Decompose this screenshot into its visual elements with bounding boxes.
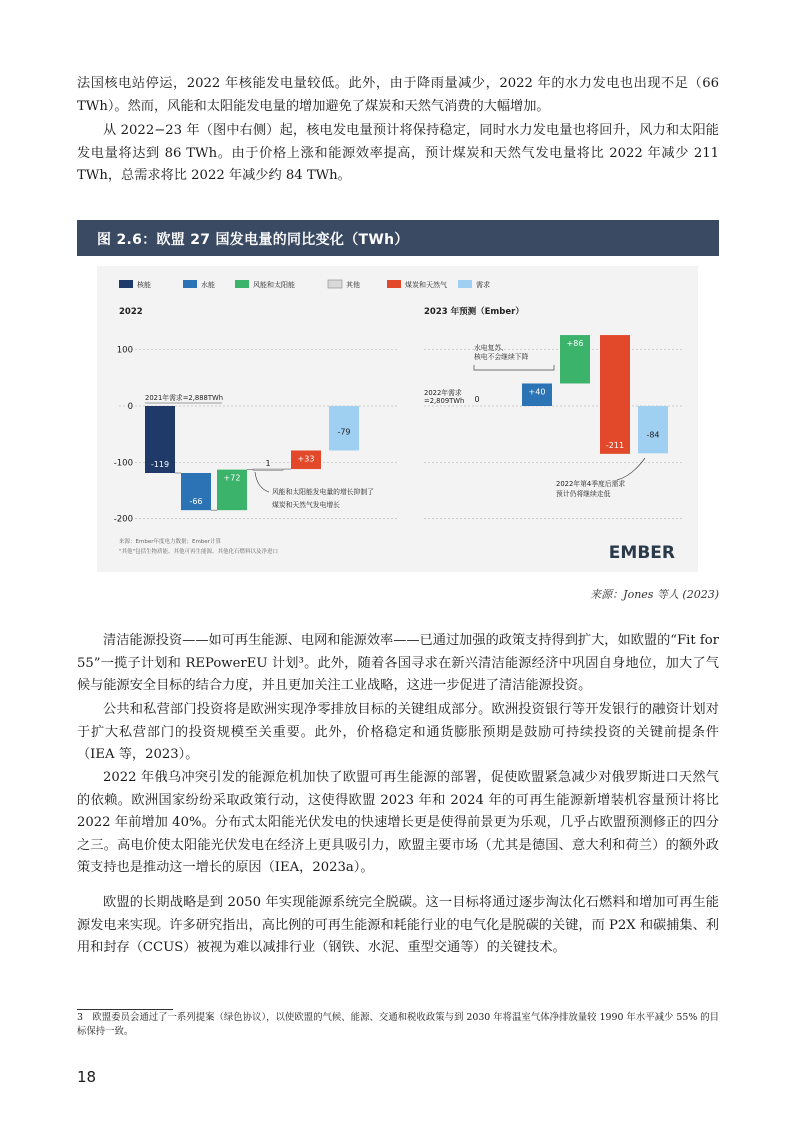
paragraph-1: 法国核电站停运，2022 年核能发电量较低。此外，由于降雨量减少，2022 年的水力发电也出现不足（66 TWh）。然而，风能和太阳能发电量的增加避免了煤炭和天然气消费的大幅增加。	[77, 76, 719, 114]
figure-title: 图 2.6：欧盟 27 国发电量的同比变化（TWh）	[97, 232, 409, 248]
chart-footer-source: 来源：Ember年度电力数据；Ember计算	[119, 539, 221, 545]
waterfall-chart	[97, 266, 698, 572]
legend-swatch	[458, 280, 472, 288]
footnote: 3 欧盟委员会通过了一系列提案（绿色协议），以使欧盟的气候、能源、交通和税收政策与到 2030 年将温室气体净排放量较 1990 年水平减少 55% 的目标保持一致。	[77, 1012, 719, 1037]
paragraph-6: 欧盟的长期战略是到 2050 年实现能源系统完全脱碳。这一目标将通过逐步淘汰化石燃料和增加可再生能源发电来实现。许多研究指出，高比例的可再生能源和耗能行业的电气化是脱碳的关键，而 P2X 和碳捕集、利用和封存（CCUS）被视为难以减排行业（钢铁、水泥、重型交通等）的关键技术。	[77, 895, 719, 956]
figure-source: 来源：Jones 等人 (2023)	[590, 588, 719, 601]
legend-swatch	[235, 280, 249, 288]
bar-data-label: -119	[150, 459, 170, 469]
y-tick-label: 100	[116, 345, 133, 356]
paragraph-4: 公共和私营部门投资将是欧洲实现净零排放目标的关键组成部分。欧洲投资银行等开发银行的融资计划对于扩大私营部门的投资规模至关重要。此外，价格稳定和通货膨胀预期是鼓励可持续投资的关键前提条件（IEA 等，2023）。	[77, 702, 719, 763]
legend-swatch	[328, 280, 342, 288]
paragraph-5: 2022 年俄乌冲突引发的能源危机加快了欧盟可再生能源的部署，促使欧盟紧急减少对俄罗斯进口天然气的依赖。欧洲国家纷纷采取政策行动，这使得欧盟 2023 年和 2024 年的可再生能源新增装机容量预计将比 2022 年前增加 40%。分布式太阳能光伏发电的快速增长更是使得前景更为乐观，几乎占欧盟预测修正的四分之三。高电价使太阳能光伏发电在经济上更具吸引力，欧盟主要市场（尤其是德国、意大利和荷兰）的额外政策支持也是推动这一增长的原因（IEA，2023a）。	[77, 770, 719, 876]
bar-data-label: +40	[528, 387, 546, 397]
annotation-arrow	[617, 458, 645, 480]
annotation-arrow	[255, 472, 269, 492]
legend-label: 风能和太阳能	[253, 281, 295, 289]
y-tick-label: -100	[113, 458, 133, 469]
waterfall-bar	[600, 335, 630, 454]
y-tick-label: -200	[113, 514, 133, 525]
bar-data-label: -66	[189, 497, 203, 507]
annotation-text: 煤炭和天然气发电增长	[272, 501, 340, 509]
waterfall-bar	[253, 469, 283, 470]
footnote-divider	[77, 1009, 173, 1010]
legend-label: 水能	[201, 281, 215, 289]
annotation-text: 2022年第4季度后需求	[556, 480, 626, 488]
y-tick-label: 0	[127, 402, 133, 412]
bar-data-label: 1	[265, 459, 271, 469]
legend-label: 需求	[476, 281, 490, 289]
paragraph-2: 从 2022−23 年（图中右侧）起，核电发电量预计将保持稳定，同时水力发电量也将回升，风力和太阳能发电量将达到 86 TWh。由于价格上涨和能源效率提高，预计煤炭和天然气发电量将比 2022 年减少 211 TWh，总需求将比 2022 年减少约 84 TWh。	[77, 123, 719, 184]
legend-swatch	[183, 280, 197, 288]
chart-container	[97, 266, 698, 572]
legend-label: 其他	[346, 281, 360, 289]
annotation-text: 水电复苏、	[474, 344, 508, 352]
panel-title: 2023 年预测（Ember）	[424, 307, 524, 317]
legend-swatch	[119, 280, 133, 288]
figure-header	[77, 220, 719, 256]
legend-swatch	[387, 280, 401, 288]
annotation-bracket	[474, 365, 554, 370]
chart-footer-note: "其他"包括生物质能、其他可再生能源、其他化石燃料以及净进口	[119, 549, 279, 555]
annotation-text: 核电不会继续下降	[474, 353, 529, 361]
legend-label: 核能	[137, 281, 151, 289]
bar-data-label: -84	[646, 430, 660, 440]
bar-data-label: 0	[474, 395, 480, 404]
bar-data-label: -79	[337, 427, 351, 437]
annotation-text: 风能和太阳能发电量的增长抑制了	[272, 488, 374, 496]
baseline-label: 2022年需求	[424, 389, 462, 397]
bar-data-label: +72	[223, 473, 241, 483]
baseline-label: =2,809TWh	[424, 397, 465, 405]
baseline-label: 2021年需求=2,888TWh	[145, 394, 224, 402]
page-number: 18	[77, 1068, 97, 1086]
panel-title: 2022	[119, 307, 143, 317]
annotation-text: 预计仍将继续走低	[556, 490, 611, 498]
bar-data-label: +33	[297, 454, 315, 464]
paragraph-3: 清洁能源投资——如可再生能源、电网和能源效率——已通过加强的政策支持得到扩大，如欧盟的“Fit for 55”一揽子计划和 REPowerEU 计划³。此外，随着各国寻求在新兴清洁能源经济中巩固自身地位，加大了气候与能源安全目标的结合力度，并且更加关注工业战略，这进一步促进了清洁能源投资。	[77, 633, 719, 694]
legend-label: 煤炭和天然气	[405, 281, 447, 289]
bar-data-label: +86	[566, 339, 584, 349]
bar-data-label: -211	[605, 440, 625, 450]
ember-logo: EMBER	[608, 543, 675, 563]
